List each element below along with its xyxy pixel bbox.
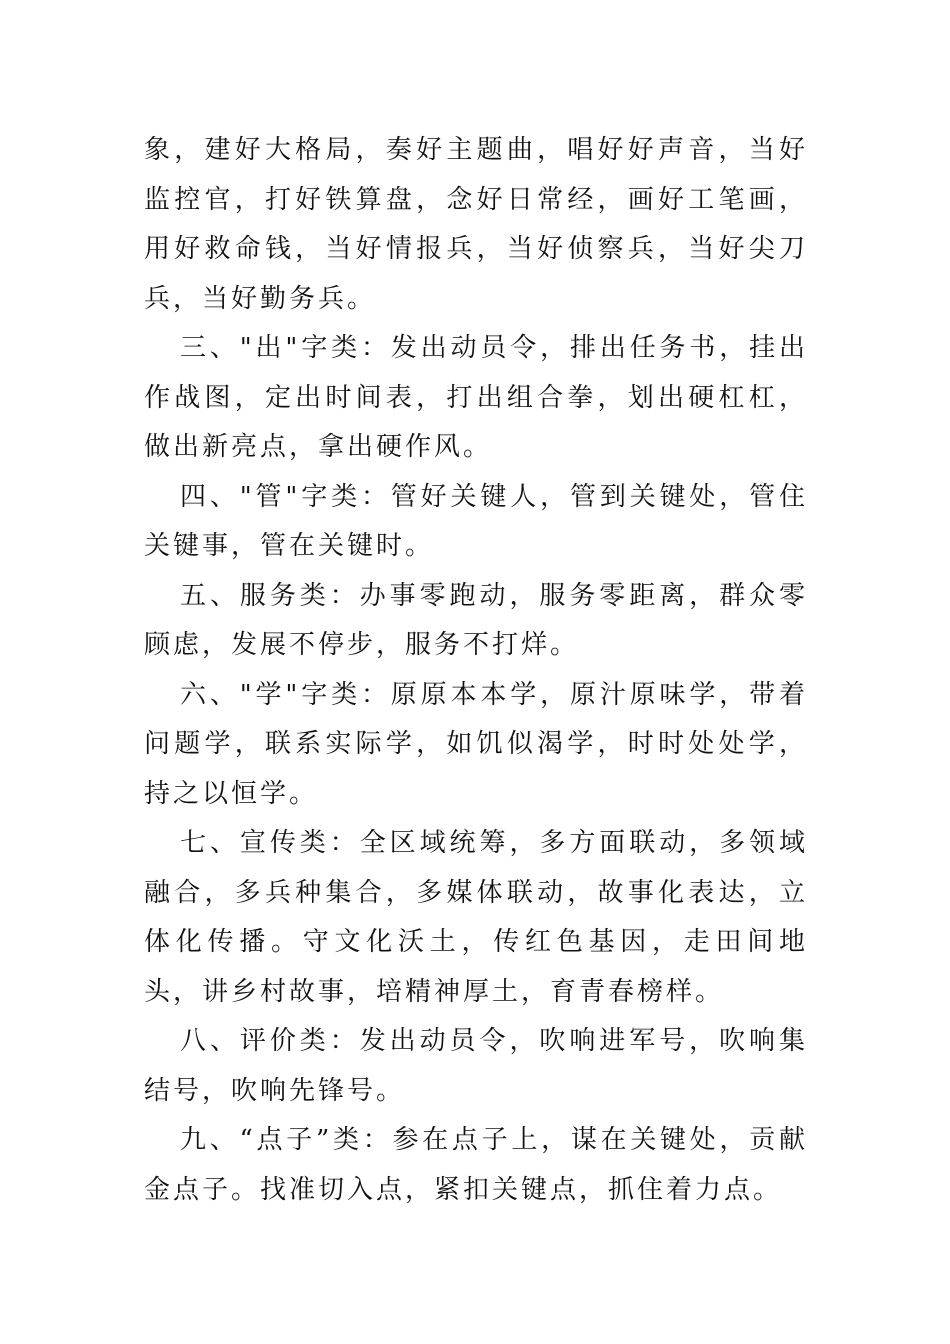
paragraph-xue-category: 六、"学"字类：原原本本学，原汁原味学，带着问题学，联系实际学，如饥似渴学，时时处处学，持之以恒学。 [144,679,808,809]
paragraph-chu-category: 三、"出"字类：发出动员令，排出任务书，挂出作战图，定出时间表，打出组合拳，划出硬杠杠，做出新亮点，拿出硬作风。 [144,333,808,462]
paragraph-idea-category: 九、“点子”类：参在点子上，谋在关键处，贡献金点子。找准切入点，紧扣关键点，抓住着力点。 [144,1125,808,1205]
paragraph-continuation: 象，建好大格局，奏好主题曲，唱好好声音，当好监控官，打好铁算盘，念好日常经，画好工笔画，用好救命钱，当好情报兵，当好侦察兵，当好尖刀兵，当好勤务兵。 [144,135,808,314]
paragraph-guan-category: 四、"管"字类：管好关键人，管到关键处，管住关键事，管在关键时。 [144,481,808,561]
paragraph-evaluation-category: 八、评价类：发出动员令，吹响进军号，吹响集结号，吹响先锋号。 [144,1026,808,1106]
document-body [144,126,808,1215]
paragraph-service-category: 五、服务类：办事零跑动，服务零距离，群众零顾虑，发展不停步，服务不打烊。 [144,580,808,660]
paragraph-publicity-category: 七、宣传类：全区域统筹，多方面联动，多领域融合，多兵种集合，多媒体联动，故事化表达，立体化传播。守文化沃土，传红色基因，走田间地头，讲乡村故事，培精神厚土，育青春榜样。 [144,828,808,1007]
